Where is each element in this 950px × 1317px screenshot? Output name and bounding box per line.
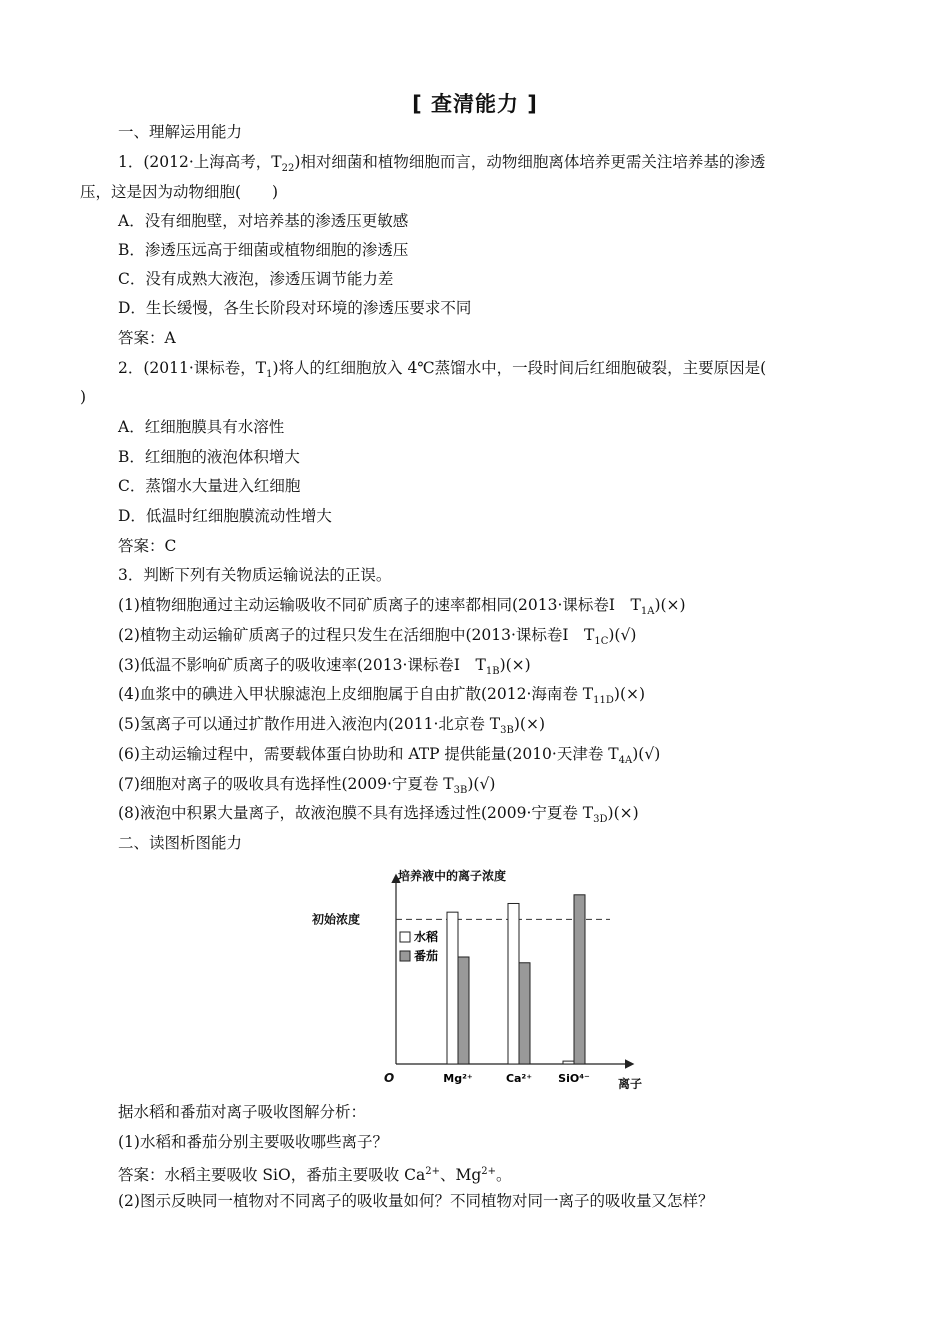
- q2-option-a: A．红细胞膜具有水溶性: [118, 418, 285, 436]
- q3-item-2: (2)植物主动运输矿质离子的过程只发生在活细胞中(2013·课标卷Ⅰ $T_{1C})(√)$: [118, 626, 637, 648]
- legend: [400, 929, 438, 963]
- bar-rice-0: [447, 912, 458, 1064]
- q2-answer: 答案：C: [118, 537, 177, 555]
- initial-concentration-label: 初始浓度: [312, 912, 361, 927]
- category-labels: [443, 1072, 590, 1085]
- q2-option-b: B．红细胞的液泡体积增大: [118, 448, 300, 466]
- q1-stem-line2: 压，这是因为动物细胞( ): [80, 183, 279, 201]
- legend-label-tomato: 番茄: [414, 949, 439, 963]
- q3-item-1: (1)植物细胞通过主动运输吸收不同矿质离子的速率都相同(2013·课标卷Ⅰ $T_{1A})(\times)$: [118, 596, 686, 618]
- q3-item-3: (3)低温不影响矿质离子的吸收速率(2013·课标卷Ⅰ $T_{1B})(\times)$: [118, 656, 531, 678]
- origin-label: O: [384, 1071, 395, 1085]
- page-title: [ 查清能力 ]: [412, 92, 538, 116]
- q2-stem-line1: 2．(2011·课标卷，$T_1$)将人的红细胞放入 4℃蒸馏水中，一段时间后红细胞破裂，主要原因是(: [118, 359, 767, 381]
- q1-option-a: A．没有细胞壁，对培养基的渗透压更敏感: [118, 212, 409, 230]
- legend-swatch-tomato: [400, 951, 410, 961]
- q1-answer: 答案：A: [118, 329, 176, 347]
- section-heading-2: 二、读图析图能力: [118, 834, 243, 852]
- q3-item-4: (4)血浆中的碘进入甲状腺滤泡上皮细胞属于自由扩散(2012·海南卷 $T_{11D})(\times)$: [118, 685, 646, 707]
- q3-item-7: (7)细胞对离子的吸收具有选择性(2009·宁夏卷 $T_{3B})(√)$: [118, 775, 496, 797]
- q3-item-5: (5)氢离子可以通过扩散作用进入液泡内(2011·北京卷 $T_{3B})(\times)$: [118, 715, 546, 737]
- analysis-intro: 据水稻和番茄对离子吸收图解分析：: [118, 1103, 367, 1121]
- bar-tomato-0: [458, 957, 469, 1064]
- q3-item-6: (6)主动运输过程中，需要载体蛋白协助和 ATP 提供能量(2010·天津卷 $T_{4A})(√)$: [118, 745, 661, 767]
- ion-absorption-bar-chart: [312, 862, 650, 1094]
- legend-label-rice: 水稻: [414, 930, 439, 944]
- x-axis-label: 离子: [618, 1077, 643, 1091]
- q2-option-d: D．低温时红细胞膜流动性增大: [118, 507, 332, 525]
- q3-stem: 3．判断下列有关物质运输说法的正误。: [118, 566, 392, 584]
- sub-question-2: (2)图示反映同一植物对不同离子的吸收量如何？不同植物对同一离子的吸收量又怎样？: [118, 1192, 714, 1210]
- q1-option-c: C．没有成熟大液泡，渗透压调节能力差: [118, 270, 394, 288]
- category-label-0: Mg²⁺: [443, 1072, 473, 1085]
- q3-item-8: (8)液泡中积累大量离子，故液泡膜不具有选择透过性(2009·宁夏卷 $T_{3D})(\times)$: [118, 804, 639, 826]
- q1-option-b: B．渗透压远高于细菌或植物细胞的渗透压: [118, 241, 409, 259]
- q1-stem-line1: 1．(2012·上海高考，$T_{22}$)相对细菌和植物细胞而言，动物细胞离体培养更需关注培养基的渗透: [118, 153, 766, 175]
- category-label-2: SiO⁴⁻: [558, 1072, 590, 1085]
- q1-option-d: D．生长缓慢，各生长阶段对环境的渗透压要求不同: [118, 299, 472, 317]
- bar-rice-2: [563, 1061, 574, 1064]
- y-axis-label: 培养液中的离子浓度: [398, 869, 507, 883]
- section-heading-1: 一、理解运用能力: [118, 123, 243, 141]
- sub-question-1: (1)水稻和番茄分别主要吸收哪些离子？: [118, 1133, 388, 1151]
- bar-tomato-2: [574, 895, 585, 1064]
- bar-rice-1: [508, 903, 519, 1064]
- legend-swatch-rice: [400, 932, 410, 942]
- q2-option-c: C．蒸馏水大量进入红细胞: [118, 477, 301, 495]
- q2-stem-line2: ): [80, 388, 87, 406]
- sub-answer-1: 答案：水稻主要吸收 SiO，番茄主要吸收 $Ca^{2+}$、$Mg^{2+}$。: [118, 1166, 512, 1185]
- bars: [447, 895, 585, 1064]
- bar-tomato-1: [519, 963, 530, 1064]
- category-label-1: Ca²⁺: [505, 1072, 533, 1085]
